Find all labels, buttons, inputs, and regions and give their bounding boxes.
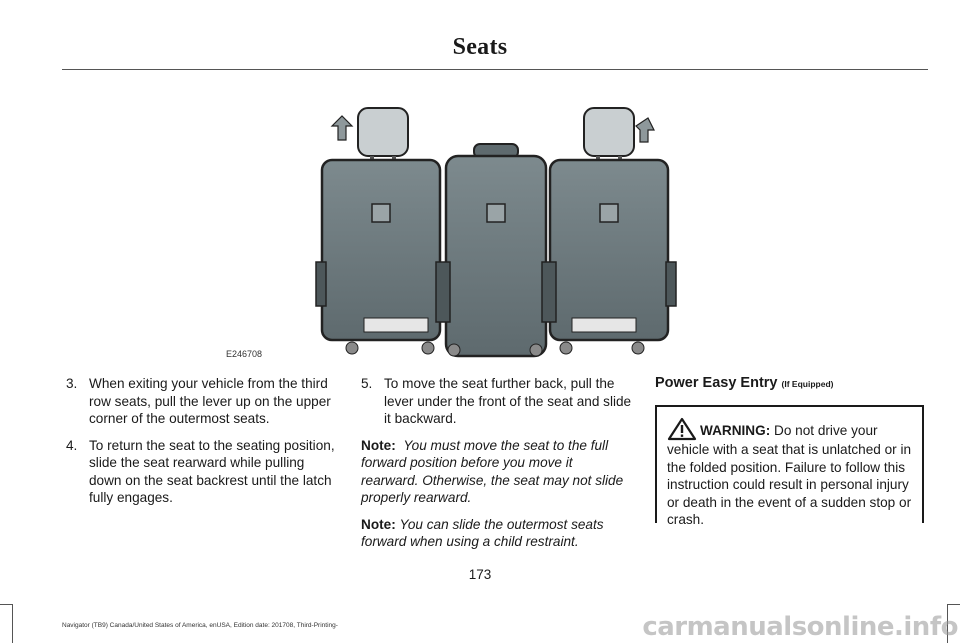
header-rule [62,69,928,70]
column-1 [66,375,338,516]
warning-label: WARNING: [700,423,771,438]
step-3 [66,375,338,428]
section-heading [655,375,927,394]
crop-mark [12,604,13,643]
step-number: 5. [361,376,373,391]
page-number: 173 [468,567,492,582]
step-text: When exiting your vehicle from the third row seats, pull the lever up on the upper corner of the outermost seats. [89,376,331,426]
note-label: Note: [361,516,396,532]
crop-mark [0,604,13,605]
footer-text: Navigator (TB9) Canada/United States of America, enUSA, Edition date: 201708, Third-Printing- [62,622,338,629]
note-text: You can slide the outermost seats forward when using a child restraint. [361,516,604,549]
watermark: carmanualsonline.info [642,612,958,642]
step-number: 3. [66,376,78,391]
column-3 [655,375,927,394]
note-text: You must move the seat to the full forward position before you move it rearward. Otherwise, the seat may not slide properly rearward. [361,437,624,505]
step-text: To return the seat to the seating position, slide the seat rearward while pulling down on the seat backrest until the latch fully engages. [89,437,335,505]
note-2 [361,516,633,551]
page-title: Seats [452,34,508,60]
step-text: To move the seat further back, pull the lever under the front of the seat and slide it backward. [384,376,632,426]
step-5 [361,375,633,428]
warning-triangle-icon [667,417,697,441]
warning-box [655,405,924,527]
figure-id: E246708 [226,349,263,359]
step-number: 4. [66,437,78,453]
rear-seats-illustration [286,86,706,364]
heading-text: Power Easy Entry [655,375,778,391]
crop-mark [947,604,960,605]
column-2 [361,375,633,560]
note-1 [361,437,633,507]
note-label: Note: [361,437,396,453]
warning-text: Do not drive your vehicle with a seat that is unlatched or in the folded position. Failure to follow this instruction could result in personal injury or death in the event of a sudden stop or crash. [667,423,912,527]
step-4 [66,437,338,507]
heading-suffix: (If Equipped) [781,379,834,389]
